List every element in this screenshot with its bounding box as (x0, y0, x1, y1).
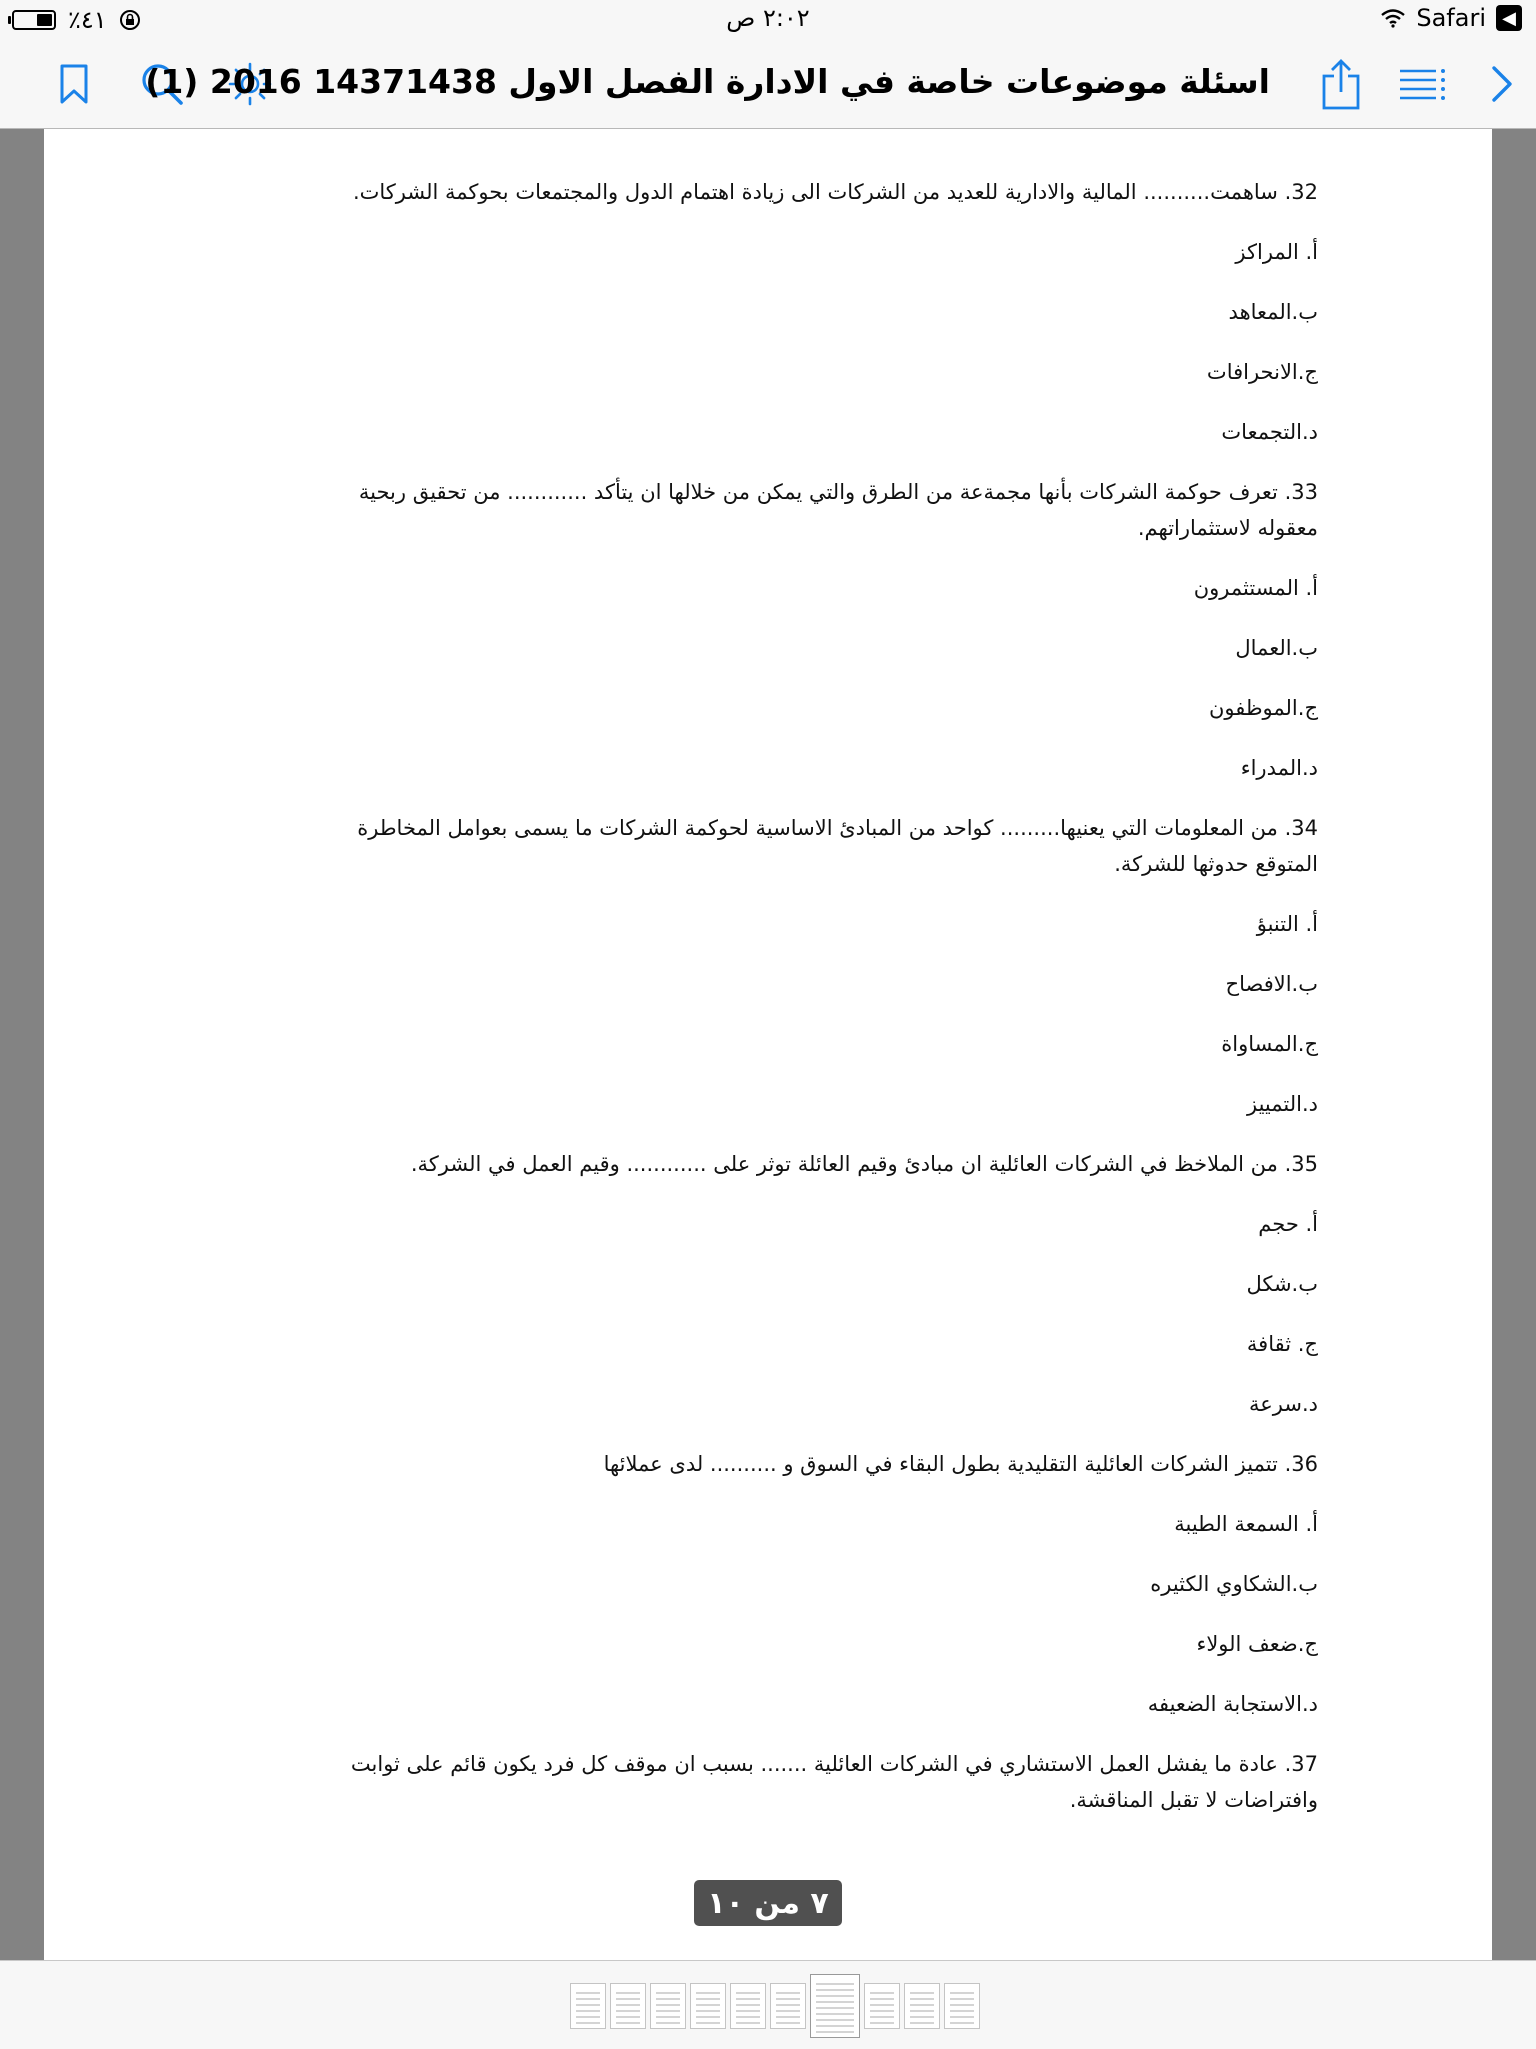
option: أ. المراكز (1235, 240, 1318, 264)
thumbnail-line (576, 1992, 600, 1994)
option: ب.العمال (1235, 636, 1318, 660)
page-thumbnail[interactable] (770, 1983, 806, 2029)
option: ج.ضعف الولاء (1196, 1632, 1318, 1656)
thumbnail-line (950, 2016, 974, 2018)
option: ب.المعاهد (1228, 300, 1318, 324)
option: ب.الافصاح (1225, 972, 1318, 996)
document-title: اسئلة موضوعات خاصة في الادارة الفصل الاول 14371438 2016 (1) (145, 62, 1270, 101)
chevron-right-icon (1490, 64, 1514, 104)
question-33 (294, 474, 1318, 786)
question-text: 36. تتميز الشركات العائلية التقليدية بطول البقاء في السوق و .......... لدى عملائها (603, 1452, 1318, 1476)
thumbnail-line (616, 2016, 640, 2018)
battery-percent: ٪٤١ (68, 6, 107, 34)
thumbnail-line (696, 1998, 720, 2000)
page-thumbnail[interactable] (810, 1974, 860, 2038)
page-thumbnail[interactable] (650, 1983, 686, 2029)
question-37 (294, 1746, 1318, 1818)
bookmark-button[interactable] (52, 40, 96, 128)
thumbnail-line (910, 1998, 934, 2000)
thumbnail-line (870, 2004, 894, 2006)
thumbnail-line (950, 1998, 974, 2000)
thumbnail-line (870, 2022, 894, 2024)
thumbnail-line (910, 2004, 934, 2006)
thumbnail-line (816, 1983, 854, 1985)
thumbnail-line (616, 1998, 640, 2000)
page-thumbnail-strip[interactable] (0, 1960, 1536, 2049)
thumbnail-line (576, 2022, 600, 2024)
option: أ. التنبؤ (1256, 912, 1318, 936)
thumbnail-line (736, 2004, 760, 2006)
thumbnail-line (776, 2022, 800, 2024)
thumbnail-line (576, 1998, 600, 2000)
thumbnail-line (870, 2016, 894, 2018)
thumbnail-line (736, 2016, 760, 2018)
thumbnail-line (736, 2022, 760, 2024)
back-to-app-link[interactable]: Safari (1416, 4, 1486, 32)
thumbnail-line (816, 2007, 854, 2009)
option: د.المدراء (1240, 756, 1318, 780)
question-35 (294, 1146, 1318, 1422)
page-indicator: ٧ من ١٠ (694, 1880, 842, 1926)
option: ج.المساواة (1221, 1032, 1318, 1056)
thumbnail-line (776, 2010, 800, 2012)
clock: ٢:٠٢ ص (726, 4, 810, 32)
thumbnail-line (616, 2004, 640, 2006)
page-thumbnail[interactable] (944, 1983, 980, 2029)
thumbnail-line (696, 2010, 720, 2012)
thumbnail-line (816, 2025, 854, 2027)
table-of-contents-button[interactable] (1394, 40, 1450, 128)
page-thumbnail[interactable] (610, 1983, 646, 2029)
status-bar (0, 0, 1536, 40)
thumbnail-line (656, 1998, 680, 2000)
thumbnail-line (656, 1992, 680, 1994)
thumbnail-line (816, 2001, 854, 2003)
page-thumbnail[interactable] (864, 1983, 900, 2029)
thumbnail-line (736, 1992, 760, 1994)
thumbnail-line (696, 1992, 720, 1994)
thumbnail-line (616, 2022, 640, 2024)
question-text: 34. من المعلومات التي يعنيها......... كواحد من المبادئ الاساسية لحوكمة الشركات ما يسمى بعوامل المخاطرة المتوقع حدوثها للشركة. (357, 816, 1318, 876)
question-36 (294, 1446, 1318, 1722)
thumbnail-line (950, 1992, 974, 1994)
option: د.الاستجابة الضعيفه (1147, 1692, 1318, 1716)
orientation-lock-icon (119, 9, 141, 31)
thumbnail-line (816, 1989, 854, 1991)
document-viewer[interactable] (0, 129, 1536, 1960)
thumbnail-line (816, 2031, 854, 2033)
pdf-page (44, 129, 1492, 1960)
option: أ. السمعة الطيبة (1174, 1512, 1318, 1536)
question-32 (294, 174, 1318, 450)
thumbnail-line (870, 1998, 894, 2000)
back-arrow-icon[interactable]: ◀ (1496, 5, 1522, 31)
thumbnail-line (736, 2010, 760, 2012)
share-button[interactable] (1316, 40, 1366, 128)
table-of-contents-icon (1398, 67, 1446, 101)
thumbnail-line (576, 2010, 600, 2012)
thumbnail-line (950, 2004, 974, 2006)
option: ج.الموظفون (1208, 696, 1318, 720)
battery-icon (12, 10, 56, 30)
option: د.التمييز (1247, 1092, 1318, 1116)
bookmark-icon (59, 64, 89, 104)
thumbnail-line (576, 2016, 600, 2018)
option: ج.الانحرافات (1206, 360, 1318, 384)
page-thumbnail[interactable] (730, 1983, 766, 2029)
page-thumbnail[interactable] (904, 1983, 940, 2029)
status-right (1380, 4, 1522, 32)
battery-fill (37, 14, 52, 26)
option: د.سرعة (1249, 1392, 1318, 1416)
question-text: 37. عادة ما يفشل العمل الاستشاري في الشركات العائلية ....... بسبب ان موقف كل فرد يكون قائم على ثوابت وافتراضات لا تقبل المناقشة. (350, 1752, 1318, 1812)
option: ب.الشكاوي الكثيره (1150, 1572, 1318, 1596)
page-thumbnail[interactable] (690, 1983, 726, 2029)
thumbnail-line (816, 2019, 854, 2021)
page-content (294, 174, 1318, 1842)
option: ب.شكل (1246, 1272, 1318, 1296)
thumbnail-line (696, 2022, 720, 2024)
thumbnail-line (696, 2016, 720, 2018)
thumbnail-line (776, 2016, 800, 2018)
question-text: 35. من الملاخظ في الشركات العائلية ان مبادئ وقيم العائلة توثر على ............ وقيم العمل في الشركة. (410, 1152, 1318, 1176)
thumbnail-line (776, 2004, 800, 2006)
thumbnail-line (656, 2022, 680, 2024)
question-text: 32. ساهمت.......... المالية والادارية للعديد من الشركات الى زيادة اهتمام الدول والمجتمعات بحوكمة الشركات. (352, 180, 1318, 204)
thumbnail-line (656, 2016, 680, 2018)
option: ج. ثقافة (1246, 1332, 1318, 1356)
thumbnail-line (616, 1992, 640, 1994)
thumbnail-line (816, 2013, 854, 2015)
option: أ. حجم (1258, 1212, 1318, 1236)
thumbnail-line (870, 1992, 894, 1994)
thumbnail-line (870, 2010, 894, 2012)
thumbnail-list (570, 1983, 980, 2038)
thumbnail-line (696, 2004, 720, 2006)
thumbnail-line (950, 2010, 974, 2012)
forward-button[interactable] (1484, 40, 1520, 128)
question-34 (294, 810, 1318, 1122)
thumbnail-line (910, 2022, 934, 2024)
thumbnail-line (656, 2010, 680, 2012)
thumbnail-line (736, 1998, 760, 2000)
wifi-icon (1380, 8, 1406, 28)
thumbnail-line (776, 1992, 800, 1994)
question-text: 33. تعرف حوكمة الشركات بأنها مجمةعة من الطرق والتي يمكن من خلالها ان يتأكد ............ من تحقيق ربحية معقوله لاستثماراتهم. (358, 480, 1318, 540)
status-left (12, 6, 141, 34)
option: أ. المستثمرون (1193, 576, 1318, 600)
thumbnail-line (910, 2010, 934, 2012)
thumbnail-line (950, 2022, 974, 2024)
thumbnail-line (776, 1998, 800, 2000)
thumbnail-line (656, 2004, 680, 2006)
option: د.التجمعات (1221, 420, 1318, 444)
thumbnail-line (910, 2016, 934, 2018)
thumbnail-line (576, 2004, 600, 2006)
reader-toolbar (0, 40, 1536, 129)
share-icon (1320, 58, 1362, 110)
thumbnail-line (910, 1992, 934, 1994)
thumbnail-line (816, 1995, 854, 1997)
thumbnail-line (616, 2010, 640, 2012)
page-thumbnail[interactable] (570, 1983, 606, 2029)
